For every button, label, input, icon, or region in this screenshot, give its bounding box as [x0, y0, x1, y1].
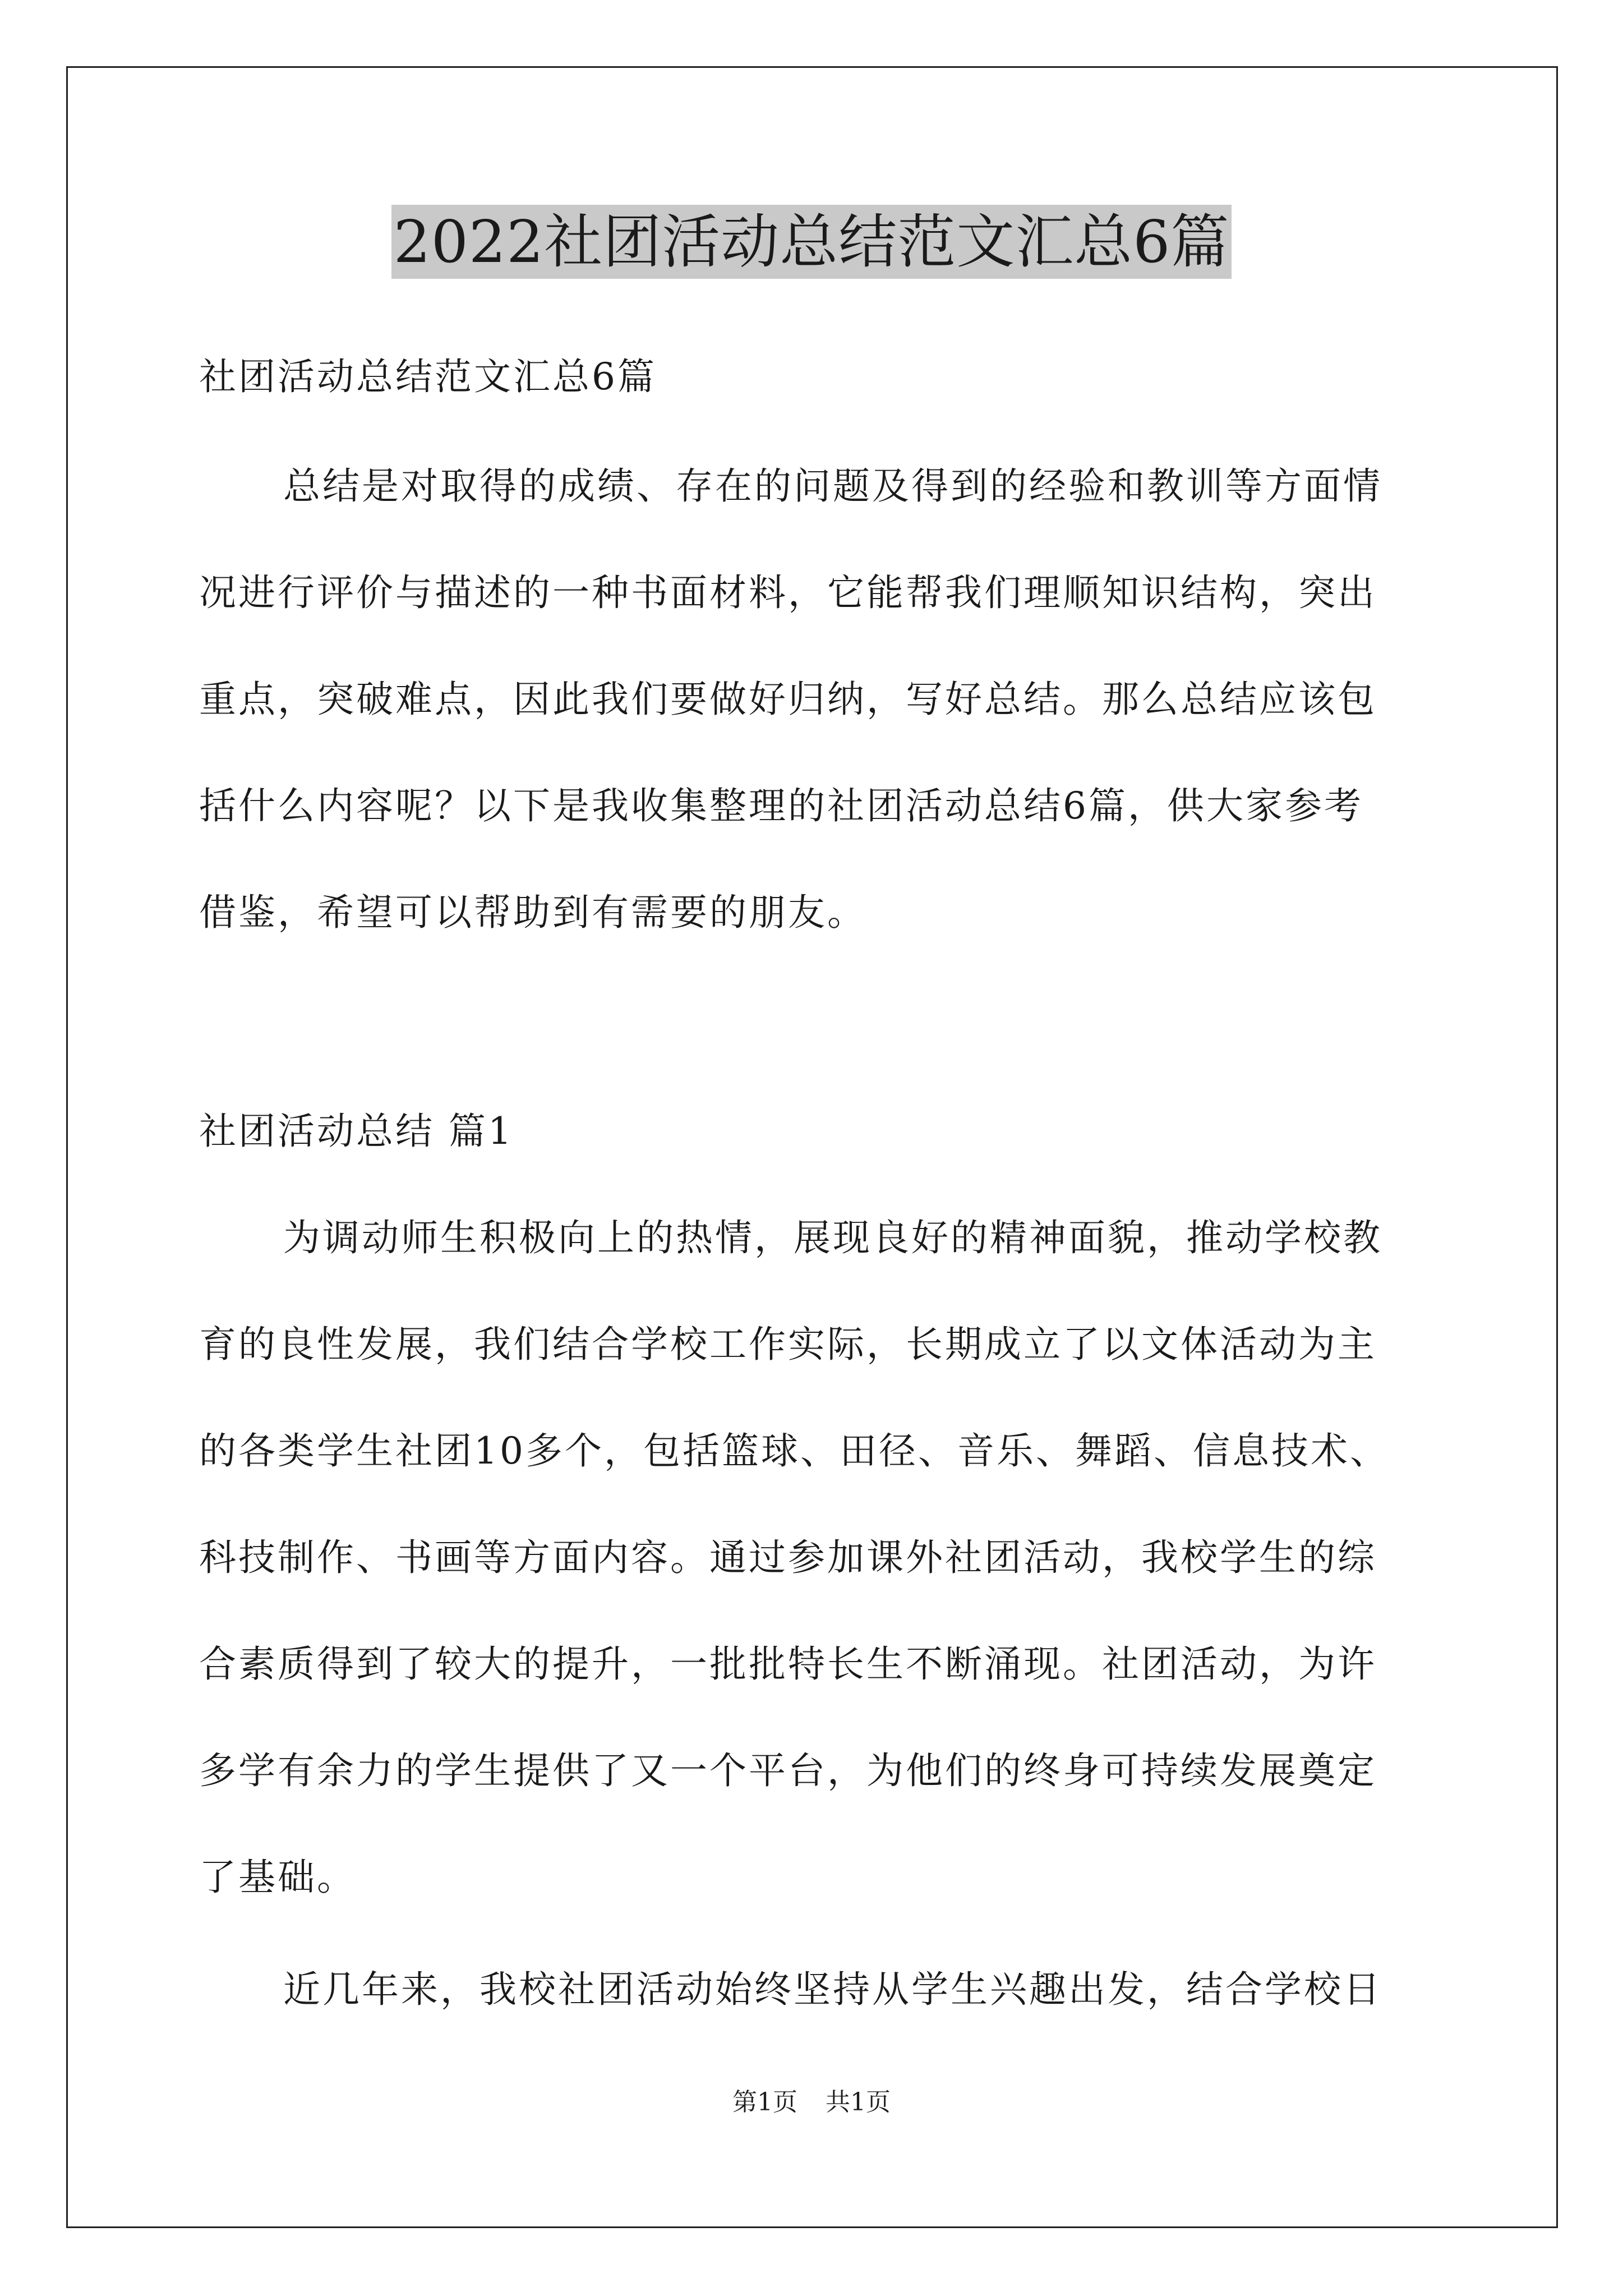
- page-number: 第1页: [732, 2088, 797, 2116]
- intro-line-1: 总结是对取得的成绩、存在的问题及得到的经验和教训等方面情: [283, 464, 1382, 508]
- section-line-2: 育的良性发展，我们结合学校工作实际，长期成立了以文体活动为主: [199, 1323, 1377, 1366]
- page-footer: [0, 2087, 1623, 2118]
- section-line-1: 为调动师生积极向上的热情，展现良好的精神面貌，推动学校教: [283, 1216, 1382, 1259]
- section-line-6: 多学有余力的学生提供了又一个平台，为他们的终身可持续发展奠定: [199, 1749, 1377, 1792]
- paragraph-line: 近几年来，我校社团活动始终坚持从学生兴趣出发，结合学校日: [283, 1968, 1382, 2011]
- intro-line-4: 括什么内容呢？以下是我收集整理的社团活动总结6篇，供大家参考: [199, 784, 1363, 827]
- section-line-3: 的各类学生社团10多个，包括篮球、田径、音乐、舞蹈、信息技术、: [199, 1429, 1389, 1473]
- document-subtitle: 社团活动总结范文汇总6篇: [199, 355, 657, 398]
- section-line-7: 了基础。: [199, 1856, 356, 1899]
- title-container: [0, 205, 1623, 279]
- intro-line-5: 借鉴，希望可以帮助到有需要的朋友。: [199, 891, 866, 934]
- section-heading: 社团活动总结 篇1: [199, 1110, 514, 1153]
- total-pages: 共1页: [826, 2088, 891, 2116]
- section-line-4: 科技制作、书画等方面内容。通过参加课外社团活动，我校学生的综: [199, 1536, 1377, 1579]
- section-line-5: 合素质得到了较大的提升，一批批特长生不断涌现。社团活动，为许: [199, 1642, 1377, 1686]
- document-title: 2022社团活动总结范文汇总6篇: [391, 205, 1232, 279]
- intro-line-2: 况进行评价与描述的一种书面材料，它能帮我们理顺知识结构，突出: [199, 571, 1377, 614]
- intro-line-3: 重点，突破难点，因此我们要做好归纳，写好总结。那么总结应该包: [199, 678, 1377, 721]
